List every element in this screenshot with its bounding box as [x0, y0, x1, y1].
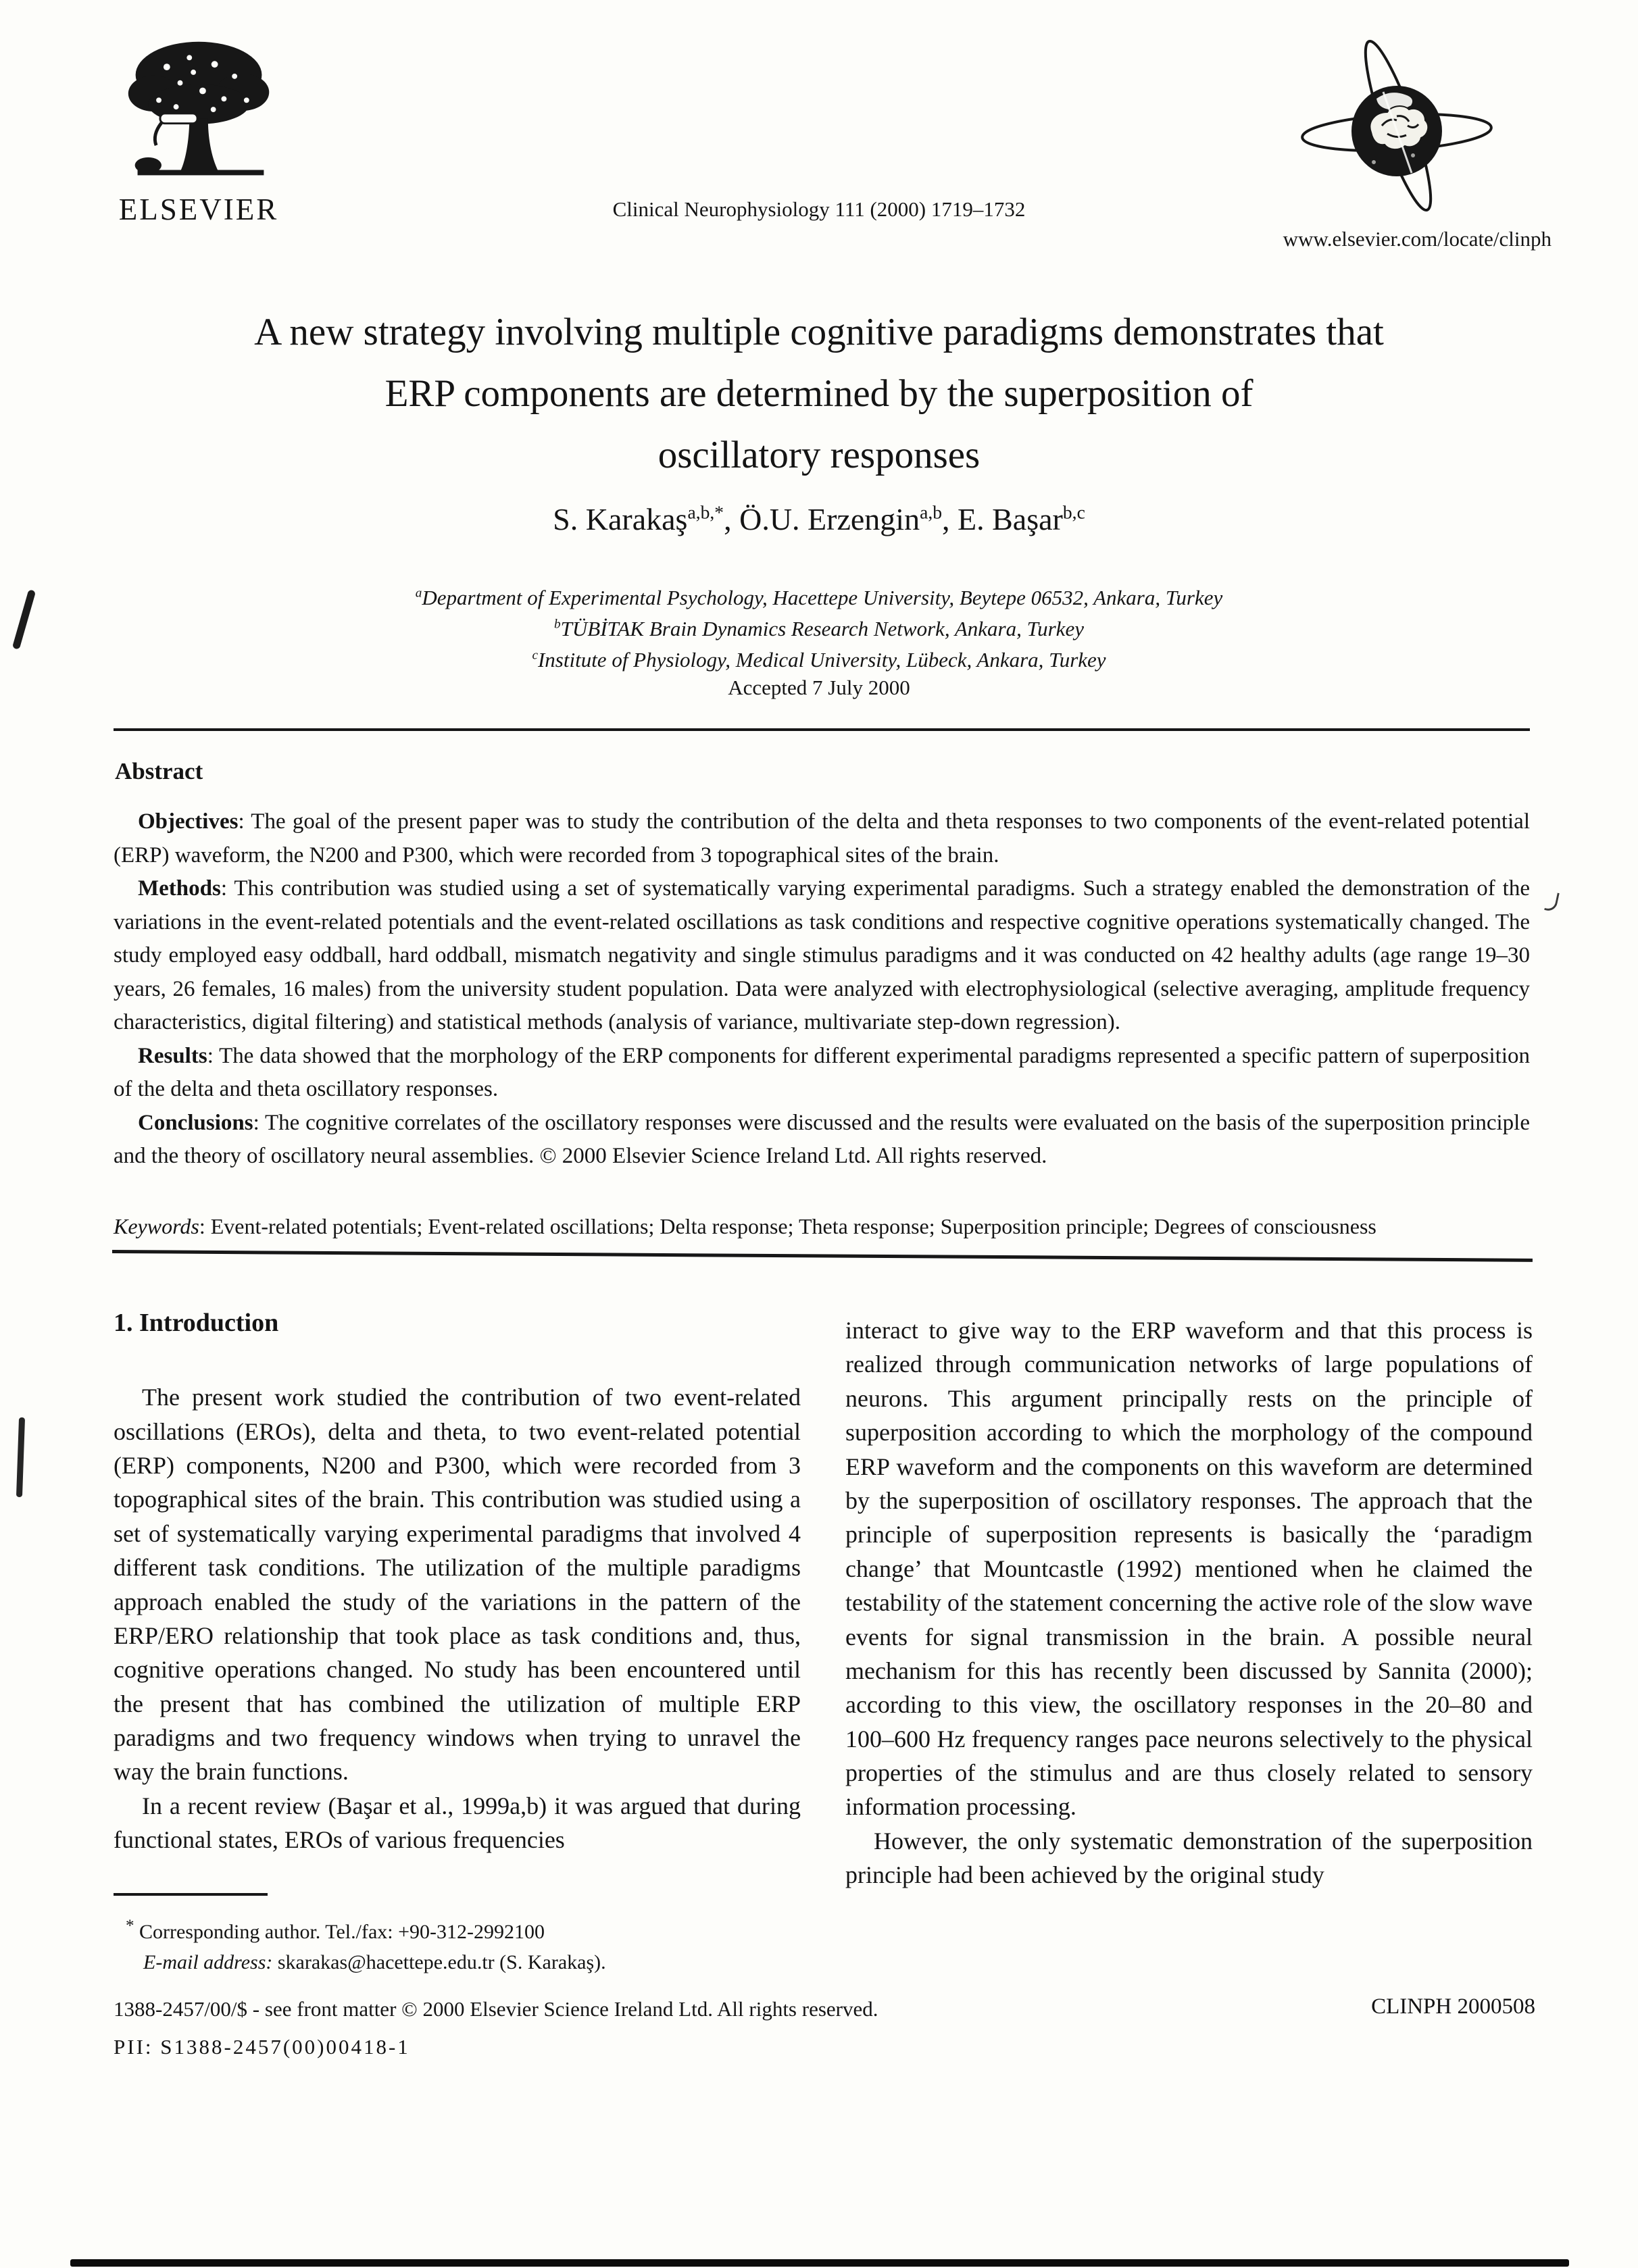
affiliation-text: Institute of Physiology, Medical University, Lübeck, Ankara, Turkey	[537, 647, 1106, 672]
elsevier-tree-logo	[120, 34, 280, 189]
corresponding-author-footnote	[114, 1893, 810, 1977]
journal-citation: Clinical Neurophysiology 111 (2000) 1719–1732	[612, 197, 1026, 221]
article-title-line: ERP components are determined by the superposition of	[384, 372, 1254, 415]
publisher-name: ELSEVIER	[118, 193, 279, 226]
affiliation-list	[0, 582, 1638, 676]
author-separator: ,	[724, 502, 740, 536]
author-separator: ,	[942, 502, 958, 536]
journal-website: www.elsevier.com/locate/clinph	[1283, 227, 1552, 251]
abstract-section-label: Conclusions	[138, 1110, 253, 1135]
horizontal-rule	[114, 728, 1530, 731]
affiliation	[0, 645, 1638, 676]
keywords-label: Keywords	[114, 1214, 199, 1238]
abstract-section-label: Results	[138, 1043, 207, 1068]
footnote-contact-text: Corresponding author. Tel./fax: +90-312-2992100	[134, 1921, 545, 1943]
keywords-line	[114, 1214, 1530, 1239]
article-body-columns	[114, 1305, 1533, 1892]
affiliation-text: Department of Experimental Psychology, Hacettepe University, Beytepe 06532, Ankara, Turkey	[422, 586, 1223, 609]
brain-globe-logo	[1294, 23, 1505, 220]
affiliation	[0, 613, 1638, 645]
abstract-body	[114, 805, 1530, 1174]
footnote-contact	[114, 1913, 810, 1947]
left-column	[114, 1305, 801, 1892]
abstract-results	[114, 1040, 1530, 1107]
abstract-section-text: : This contribution was studied using a set of systematically varying experimental paradigms. Such a strategy enabled the demonstration of the variations in the event-related potentials and the event-related oscillations as task conditions and respective cognitive operations systematically changed. The study employed easy oddball, hard oddball, mismatch negativity and single stimulus paradigms and it was conducted on 42 healthy adults (age range 19–30 years, 26 females, 16 males) from the university student population. Data were analyzed with electrophysiological (selective averaging, amplitude frequency characteristics, digital filtering) and statistical methods (analysis of variance, multivariate step-down regression).	[114, 876, 1530, 1034]
author-name: Ö.U. Erzengin	[739, 502, 920, 536]
accepted-date: Accepted 7 July 2000	[728, 676, 910, 699]
author-list	[0, 501, 1638, 537]
article-title	[109, 301, 1529, 486]
author-affiliation-marks: a,b,*	[687, 501, 724, 523]
right-column	[845, 1313, 1533, 1892]
keywords-text: : Event-related potentials; Event-related oscillations; Delta response; Theta response; Superposition principle; Degrees of consciousness	[199, 1214, 1376, 1238]
affiliation-mark: a	[415, 586, 422, 601]
email-text: skarakas@hacettepe.edu.tr (S. Karakaş).	[272, 1951, 606, 1973]
abstract-section-text: : The cognitive correlates of the oscillatory responses were discussed and the results were evaluated on the basis of the superposition principle and the theory of oscillatory neural assemblies. © 2000 Elsevier Science Ireland Ltd. All rights reserved.	[114, 1110, 1530, 1168]
article-title-line: A new strategy involving multiple cognitive paradigms demonstrates that	[254, 311, 1384, 353]
author-name: E. Başar	[958, 502, 1063, 536]
affiliation-mark: b	[554, 617, 561, 632]
affiliation	[0, 582, 1638, 613]
article-code: CLINPH 2000508	[1371, 1994, 1535, 2019]
abstract-objectives	[114, 805, 1530, 872]
article-title-line: oscillatory responses	[657, 434, 981, 477]
body-paragraph: interact to give way to the ERP waveform and that this process is realized through communication networks of large populations of neurons. This argument principally rests on the principle of superposition according to which the morphology of the compound ERP waveform and the components on this waveform are determined by the superposition of oscillatory responses. The approach that the principle of superposition represents is basically the ‘paradigm change’ that Mountcastle (1992) mentioned when he claimed the testability of the statement concerning the active role of the slow wave events for signal transmission in the brain. A possible neural mechanism for this has recently been discussed by Sannita (2000); according to this view, the oscillatory responses in the 20–80 and 100–600 Hz frequency ranges pace neurons selectively to the physical properties of the stimulus and are thus closely related to sensory information processing.	[845, 1317, 1533, 1821]
author-name: S. Karakaş	[553, 502, 688, 536]
body-paragraph: In a recent review (Başar et al., 1999a,b) it was argued that during functional states, EROs of various frequencies	[114, 1792, 801, 1854]
abstract-section-label: Objectives	[138, 809, 239, 834]
body-paragraph: The present work studied the contribution of two event-related oscillations (EROs), delta and theta, to two event-related potential (ERP) components, N200 and P300, which were recorded from 3 topographical sites of the brain. This contribution was studied using a set of systematically varying experimental paradigms that involved 4 different task conditions. The utilization of the multiple paradigms approach enabled the study of the variations in the pattern of the ERP/ERO relationship that took place as task conditions and, thus, cognitive operations changed. No study has been encountered until the present that has combined the utilization of multiple ERP paradigms and two frequency windows when trying to unravel the way the brain functions.	[114, 1384, 801, 1786]
abstract-conclusions	[114, 1107, 1530, 1174]
abstract-section-text: : The data showed that the morphology of the ERP components for different experimental paradigms represented a specific pattern of superposition of the delta and theta oscillatory responses.	[114, 1043, 1530, 1101]
footnote-marker: *	[126, 1917, 134, 1935]
pen-mark	[16, 1417, 25, 1497]
abstract-methods	[114, 872, 1530, 1040]
affiliation-text: TÜBİTAK Brain Dynamics Research Network, Ankara, Turkey	[560, 616, 1084, 640]
abstract-section-text: : The goal of the present paper was to study the contribution of the delta and theta responses to two components of the event-related potential (ERP) waveform, the N200 and P300, which were recorded from 3 topographical sites of the brain.	[114, 809, 1530, 867]
abstract-heading: Abstract	[115, 758, 203, 784]
horizontal-rule	[112, 1250, 1533, 1262]
author-affiliation-marks: b,c	[1062, 501, 1085, 523]
pen-mark	[1544, 891, 1560, 913]
author-affiliation-marks: a,b	[920, 501, 943, 523]
section-heading-introduction: 1. Introduction	[114, 1309, 279, 1337]
affiliation-mark: c	[532, 648, 538, 663]
scan-edge-artifact	[70, 2259, 1569, 2267]
front-matter-line: 1388-2457/00/$ - see front matter © 2000 Elsevier Science Ireland Ltd. All rights reserved.	[114, 1997, 878, 2021]
pii-line: PII: S1388-2457(00)00418-1	[114, 2034, 410, 2059]
footnote-rule	[114, 1893, 268, 1896]
copyright-block	[114, 1990, 878, 2066]
footnote-email	[114, 1947, 810, 1977]
body-paragraph: However, the only systematic demonstration of the superposition principle had been achieved by the original study	[845, 1827, 1533, 1889]
email-label: E-mail address:	[143, 1951, 273, 1973]
abstract-section-label: Methods	[138, 876, 221, 901]
